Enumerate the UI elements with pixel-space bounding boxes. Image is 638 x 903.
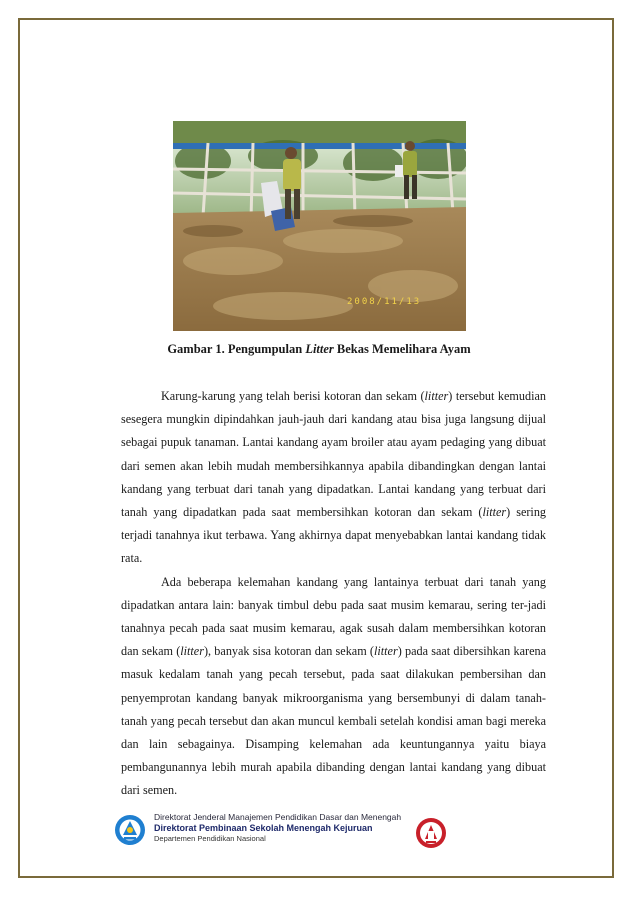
text-run: Karung-karung yang telah berisi kotoran dan sekam ( (161, 389, 425, 403)
photo-date-stamp: 2008/11/13 (347, 297, 422, 307)
text-run: Ada beberapa kelemahan kandang yang lantainya terbuat dari tanah yang dipadatkan antara lain: banyak timbul debu pada saat musim kemarau, sering ter-jadi tanahnya pecah pada saat musim kemarau, agak susah dalam membersihkan kotoran dan sekam ( (121, 574, 546, 659)
italic-term: litter (373, 644, 398, 659)
footer (114, 812, 454, 852)
italic-term: litter (482, 505, 507, 520)
body-text (121, 385, 546, 803)
paragraph-2 (121, 571, 546, 803)
paragraph-1 (121, 385, 546, 571)
barn-photo (173, 121, 466, 331)
text-run: ), banyak sisa kotoran dan sekam ( (203, 644, 374, 659)
italic-term: litter (424, 389, 449, 403)
italic-term: litter (180, 644, 204, 659)
tut-wuri-handayani-logo-icon (114, 814, 146, 846)
text-run: ) sering terjadi tanahnya ikut terbawa. Yang akhirnya dapat menyebabkan lantai kandang tidak rata. (121, 505, 547, 566)
text-run: ) pada saat dibersihkan karena masuk kedalam tanah yang pecah tersebut, pada saat dilakukan pembersihan dan penyemprotan kandang banyak mikroorganisma yang bersembunyi di dalam tanah-tanah yang pecah tersebut dan akan muncul kembali setelah kondisi aman bagi mereka dan lain sebagainya. Disamping kelemahan ada keuntungannya yaitu biaya pembangunannya lebih murah apabila dibanding dengan lantai kandang yang dibuat dari semen. (121, 644, 546, 798)
footer-line-3: Departemen Pendidikan Nasional (154, 834, 266, 843)
figure-caption: Gambar 1. Pengumpulan Litter Bekas Memelihara Ayam (167, 342, 471, 356)
smk-logo-icon (415, 817, 447, 849)
footer-line-2: Direktorat Pembinaan Sekolah Menengah Kejuruan (154, 823, 373, 833)
text-run: ) tersebut kemudian sesegera mungkin dipindahkan jauh-jauh dari kandang atau bisa juga langsung dijual sebagai pupuk tanaman. Lantai kandang ayam broiler atau ayam pedaging yang dibuat dari semen akan lebih mudah membersihkannya apabila dibandingkan dengan lantai kandang yang terbuat dari tanah yang dipadatkan. Lantai kandang yang terbuat dari tanah yang dipadatkan pada saat membersihkan kotoran dan sekam ( (121, 389, 546, 520)
footer-line-1: Direktorat Jenderal Manajemen Pendidikan Dasar dan Menengah (154, 812, 402, 822)
